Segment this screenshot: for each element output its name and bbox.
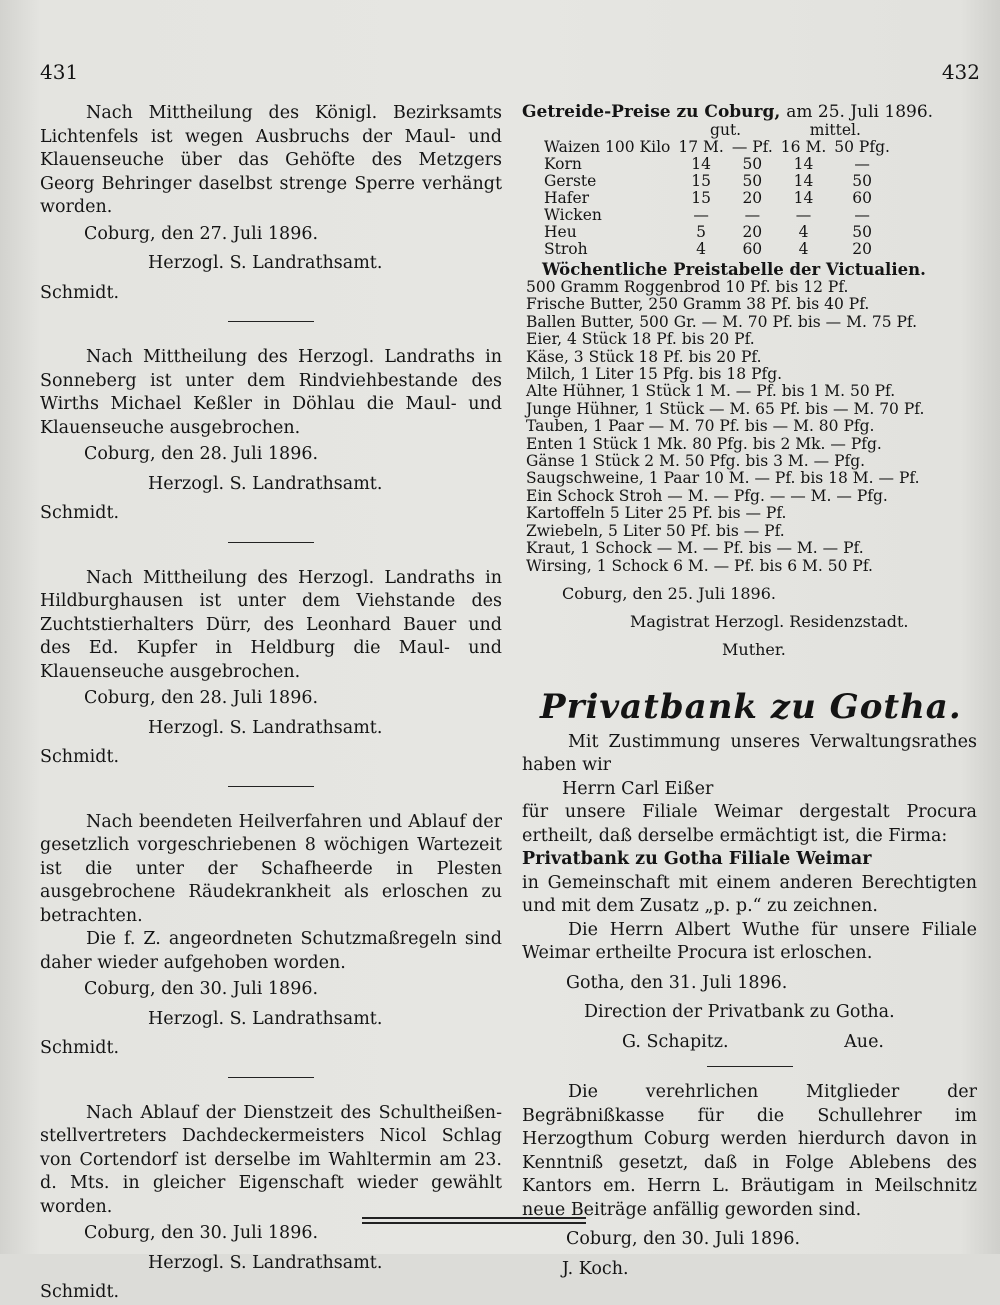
price-cell: 4 — [798, 240, 809, 258]
bank-signature: Aue. — [844, 1031, 884, 1052]
price-cell: 50 — [852, 172, 872, 190]
list-item: Alte Hühner, 1 Stück 1 M. — Pf. bis 1 M. 50 Pf. — [526, 382, 896, 401]
bank-name: Herrn Carl Eißer — [562, 778, 714, 799]
price-cell: 15 — [691, 189, 711, 207]
notice-office: Herzogl. S. Landrathsamt. — [148, 1252, 383, 1273]
separator-rule — [228, 1077, 314, 1078]
price-cell: — Pf. — [731, 138, 773, 156]
grain-name: Gerste — [544, 172, 597, 190]
col-good: gut. — [710, 121, 742, 139]
price-cell: — — [795, 206, 812, 224]
grain-table-header — [540, 122, 894, 139]
table-row — [540, 173, 894, 190]
notice-signature: Schmidt. — [40, 747, 120, 767]
kasse-signature: J. Koch. — [562, 1258, 629, 1279]
notice-text: Nach Mittheilung des Herzogl. Landraths in Hildburghausen ist unter dem Viehstande des Zuchtstierhalters Dürr, des Leonhard Bauer und des Ed. Kupfer in Heldburg die Maul- und Klauenseuche ausgebrochen. — [40, 567, 502, 682]
price-cell: 14 — [793, 155, 814, 173]
bank-text: für unsere Filiale Weimar dergestalt Procura ertheilt, daß derselbe ermächtigt ist, die Firma: — [522, 802, 977, 846]
notice-office: Herzogl. S. Landrathsamt. — [148, 473, 383, 494]
list-item: Tauben, 1 Paar — M. 70 Pf. bis — M. 80 Pfg. — [526, 417, 875, 436]
grain-date: am 25. Juli 1896. — [786, 102, 934, 122]
grain-name: Korn — [544, 155, 582, 173]
separator-rule — [228, 542, 314, 543]
list-item: Kraut, 1 Schock — M. — Pf. bis — M. — Pf. — [526, 539, 864, 558]
price-cell: 17 M. — [678, 138, 724, 156]
victuals-list — [526, 279, 977, 575]
price-cell: — — [854, 155, 870, 173]
kasse-place-date: Coburg, den 30. Juli 1896. — [566, 1229, 801, 1250]
price-cell: 4 — [696, 240, 707, 258]
victuals-signature: Muther. — [722, 639, 786, 659]
price-cell: 50 — [742, 172, 763, 190]
price-cell: 20 — [742, 223, 763, 241]
notice-5 — [40, 1102, 502, 1305]
grain-prices-heading — [522, 102, 977, 122]
bank-heading: Privatbank zu Gotha. — [540, 686, 962, 727]
list-item: Junge Hühner, 1 Stück — M. 65 Pf. bis — M. 70 Pf. — [526, 399, 925, 418]
table-row — [540, 241, 894, 258]
grain-title: Getreide-Preise zu Coburg, — [522, 102, 781, 122]
table-row — [540, 207, 894, 224]
table-row — [540, 224, 894, 241]
table-row — [540, 139, 894, 156]
price-cell: 15 — [691, 172, 711, 190]
price-cell: 14 — [793, 189, 814, 207]
list-item: Zwiebeln, 5 Liter 50 Pf. bis — Pf. — [526, 521, 785, 540]
kasse-text: Die verehrlichen Mitglieder der Begräbnißkasse für die Schullehrer im Herzogthum Coburg werden hierdurch davon in Kenntniß gesetzt, daß in Folge Ablebens des Kantors em. Herrn L. Bräutigam in Meilschnitz neue Beiträge anfällig geworden sind. — [522, 1082, 977, 1220]
price-cell: 50 — [742, 155, 763, 173]
table-row — [540, 190, 894, 207]
grain-name: Heu — [544, 223, 577, 241]
grain-name: Wicken — [544, 206, 602, 224]
notice-office: Herzogl. S. Landrathsamt. — [148, 1008, 383, 1029]
page-number-left: 431 — [40, 60, 79, 84]
notice-text: Nach Mittheilung des Herzogl. Landraths in Sonneberg ist unter dem Rindviehbestande des Wirths Michael Keßler in Döhlau die Maul- und Klauenseuche ausgebrochen. — [40, 347, 502, 438]
grain-name: Hafer — [544, 189, 590, 207]
notice-place-date: Coburg, den 30. Juli 1896. — [84, 1223, 319, 1243]
price-cell: 60 — [742, 240, 763, 258]
notice-4 — [40, 811, 502, 1061]
notice-place-date: Coburg, den 28. Juli 1896. — [84, 688, 319, 708]
price-cell: 50 — [852, 223, 872, 241]
victuals-place-date: Coburg, den 25. Juli 1896. — [562, 583, 776, 603]
price-cell: 20 — [742, 189, 763, 207]
notice-signature: Schmidt. — [40, 1038, 120, 1058]
list-item: Saugschweine, 1 Paar 10 M. — Pf. bis 18 M. — Pf. — [526, 469, 920, 488]
price-cell: — — [744, 206, 761, 224]
list-item: Gänse 1 Stück 2 M. 50 Pfg. bis 3 M. — Pfg. — [526, 452, 866, 471]
bank-text: in Gemeinschaft mit einem anderen Berechtigten und mit dem Zusatz „p. p.“ zu zeichnen. — [522, 872, 977, 917]
notice-place-date: Coburg, den 28. Juli 1896. — [84, 444, 319, 464]
notice-place-date: Coburg, den 27. Juli 1896. — [84, 223, 319, 244]
closing-double-rule — [362, 1217, 586, 1224]
bank-signatures — [522, 1031, 977, 1055]
bank-signature: G. Schapitz. — [622, 1031, 729, 1052]
page-number-right: 432 — [941, 60, 980, 84]
separator-rule — [228, 786, 314, 787]
price-cell: 14 — [793, 172, 814, 190]
left-column — [40, 102, 502, 1305]
bank-notice — [522, 731, 977, 1055]
notice-signature: Schmidt. — [40, 503, 120, 523]
list-item: Wirsing, 1 Schock 6 M. — Pf. bis 6 M. 50 Pf. — [526, 556, 873, 575]
table-row — [540, 156, 894, 173]
price-cell: — — [693, 206, 709, 224]
notice-text: Nach Ablauf der Dienstzeit des Schultheißen-stellvertreters Dachdeckermeisters Nicol Schlag von Cortendorf ist derselbe im Wahltermin am 23. d. Mts. in gleicher Eigenschaft wieder gewählt worden. — [40, 1102, 502, 1217]
list-item: Käse, 3 Stück 18 Pf. bis 20 Pf. — [526, 347, 762, 366]
grain-name: Waizen 100 Kilo — [544, 138, 671, 156]
list-item: Milch, 1 Liter 15 Pfg. bis 18 Pfg. — [526, 365, 783, 384]
price-cell: 20 — [852, 240, 872, 258]
price-cell: 4 — [798, 223, 809, 241]
list-item: Kartoffeln 5 Liter 25 Pf. bis — Pf. — [526, 504, 787, 523]
price-cell: 50 Pfg. — [834, 138, 890, 156]
list-item: Eier, 4 Stück 18 Pf. bis 20 Pf. — [526, 330, 755, 349]
notice-text: Nach Mittheilung des Königl. Bezirksamts Lichtenfels ist wegen Ausbruchs der Maul- und Klauenseuche über das Gehöfte des Metzgers Georg Behringer daselbst strenge Sperre verhängt worden. — [40, 103, 502, 217]
bank-office: Direction der Privatbank zu Gotha. — [584, 1002, 895, 1023]
notice-1 — [40, 102, 502, 305]
price-cell: — — [854, 206, 870, 224]
price-cell: 14 — [691, 155, 711, 173]
notice-signature: Schmidt. — [40, 282, 120, 303]
notice-3 — [40, 567, 502, 770]
price-cell: 16 M. — [780, 138, 827, 156]
separator-rule — [228, 321, 314, 322]
separator-rule — [707, 1066, 793, 1067]
list-item: Ballen Butter, 500 Gr. — M. 70 Pf. bis — M. 75 Pf. — [526, 312, 918, 331]
price-cell: 5 — [696, 223, 707, 241]
bank-text: Die Herrn Albert Wuthe für unsere Filiale Weimar ertheilte Procura ist erloschen. — [522, 919, 977, 964]
victuals-office: Magistrat Herzogl. Residenzstadt. — [630, 611, 909, 631]
notice-place-date: Coburg, den 30. Juli 1896. — [84, 979, 319, 999]
list-item: 500 Gramm Roggenbrod 10 Pf. bis 12 Pf. — [526, 278, 849, 296]
notice-signature: Schmidt. — [40, 1282, 120, 1302]
right-column — [522, 102, 977, 1281]
notice-2 — [40, 346, 502, 526]
notice-office: Herzogl. S. Landrathsamt. — [148, 717, 383, 738]
bank-place-date: Gotha, den 31. Juli 1896. — [566, 972, 788, 993]
list-item: Frische Butter, 250 Gramm 38 Pf. bis 40 Pf. — [526, 295, 870, 314]
notice-text: Nach beendeten Heilverfahren und Ablauf der gesetzlich vorgeschriebenen 8 wöchigen Wartezeit ist die unter der Schafheerde in Plesten ausgebrochene Räudekrankheit als erloschen zu betrachten. — [40, 811, 502, 926]
price-cell: 60 — [852, 189, 872, 207]
grain-name: Stroh — [544, 240, 588, 258]
list-item: Ein Schock Stroh — M. — Pfg. — — M. — Pfg. — [526, 486, 888, 505]
bank-text: Mit Zustimmung unseres Verwaltungsrathes haben wir — [522, 731, 977, 776]
bank-firm: Privatbank zu Gotha Filiale Weimar — [522, 849, 872, 870]
grain-price-table — [540, 122, 894, 258]
notice-text: Die f. Z. angeordneten Schutzmaßregeln sind daher wieder aufgehoben worden. — [40, 929, 502, 973]
notice-office: Herzogl. S. Landrathsamt. — [148, 253, 383, 273]
col-mid: mittel. — [809, 121, 861, 139]
kasse-notice — [522, 1081, 977, 1281]
victuals-heading: Wöchentliche Preistabelle der Victualien. — [542, 260, 926, 279]
list-item: Enten 1 Stück 1 Mk. 80 Pfg. bis 2 Mk. — Pfg. — [526, 434, 882, 453]
